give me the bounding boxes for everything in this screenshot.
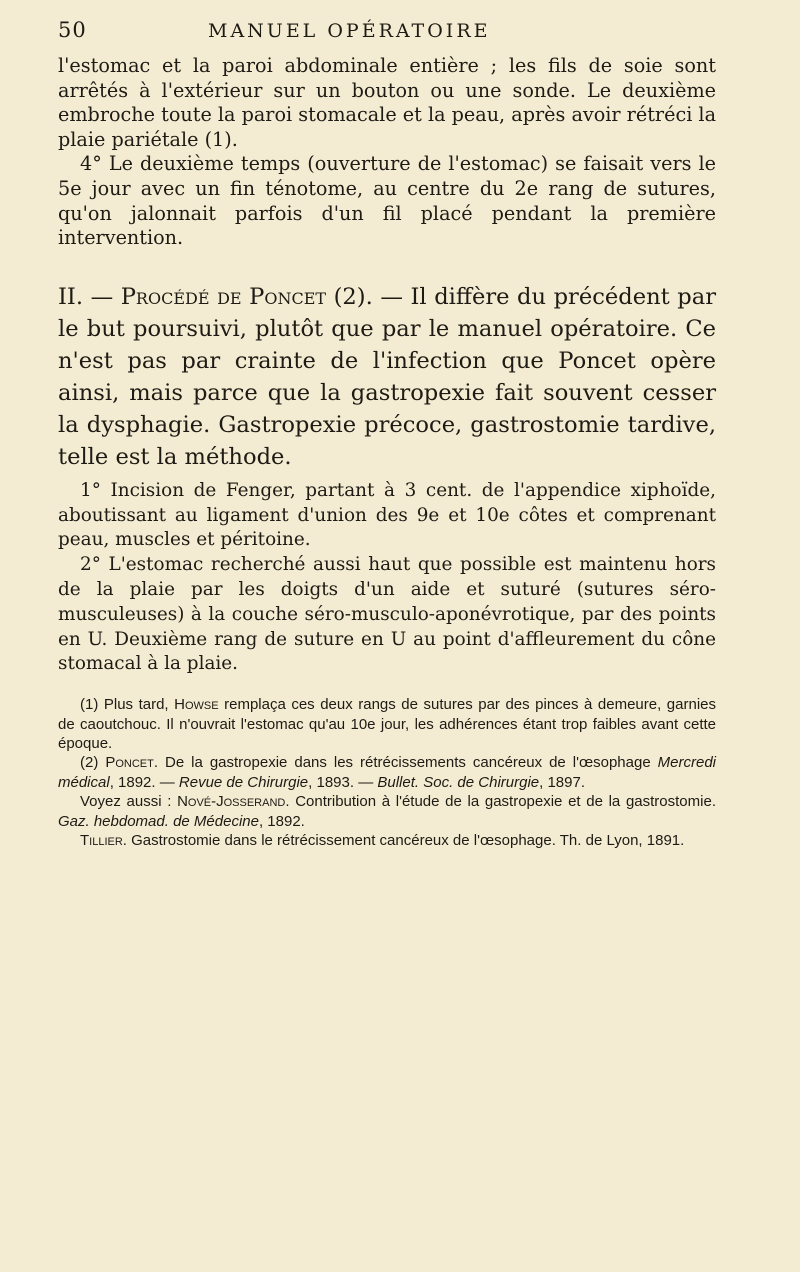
journal-mercredi-medical: Mercredi médical	[58, 754, 717, 791]
paragraph-step-4: 4° Le deuxième temps (ouverture de l'estomac) se faisait vers le 5e jour avec un fin ténotome, au centre du 2e rang de sutures, qu'on jalonnait parfois d'un fil placé pendant la première intervention.	[58, 152, 716, 250]
step-1-incision: 1° Incision de Fenger, partant à 3 cent. de l'appendice xiphoïde, aboutissant au ligament d'union des 9e et 10e côtes et comprenant peau, muscles et péritoine.	[58, 479, 716, 551]
running-head: MANUEL OPÉRATOIRE	[208, 20, 491, 42]
footnotes	[58, 695, 716, 850]
author-tillier: Tillier	[80, 831, 123, 849]
section-text: — Il diffère du précédent par le but poursuivi, plutôt que par le manuel opératoire. Ce n'est pas par crainte de l'infection que Poncet opère ainsi, mais parce que la gastropexie fait souvent cesser la dysphagie. Gastropexie précoce, gastrostomie tardive, telle est la méthode.	[58, 283, 717, 470]
footnote-2: (2) Poncet. De la gastropexie dans les rétrécissements cancéreux de l'œsophage Mercredi médical, 1892. — Revue de Chirurgie, 1893. — Bullet. Soc. de Chirurgie, 1897.	[58, 754, 717, 791]
book-page	[58, 18, 716, 850]
footnote-tillier: Tillier. Gastrostomie dans le rétrécissement cancéreux de l'œsophage. Th. de Lyon, 1891.	[80, 831, 685, 849]
page-number: 50	[58, 18, 87, 42]
section-ref: (2).	[326, 283, 373, 310]
journal-revue-chirurgie: Revue de Chirurgie	[178, 773, 309, 791]
section-numeral: II. —	[58, 283, 121, 310]
footnote-1: (1) Plus tard, Howse remplaça ces deux rangs de sutures par des pinces à demeure, garnies de caoutchouc. Il n'ouvrait l'estomac qu'au 10e jour, les adhérences étant trop faibles avant cette époque.	[58, 696, 717, 752]
journal-gaz-hebdomad: Gaz. hebdomad. de Médecine	[58, 812, 259, 830]
footnote-voyez-aussi: Voyez aussi : Nové-Josserand. Contribution à l'étude de la gastropexie et de la gastrostomie. Gaz. hebdomad. de Médecine, 1892.	[58, 793, 716, 830]
step-2-stomach: 2° L'estomac recherché aussi haut que possible est maintenu hors de la plaie par les doigts d'un aide et suturé (sutures séro-musculeuses) à la couche séro-musculo-aponévrotique, par des points en U. Deuxième rang de suture en U au point d'affleurement du cône stomacal à la plaie.	[58, 554, 716, 675]
paragraph-continuation: l'estomac et la paroi abdominale entière ; les fils de soie sont arrêtés à l'extérieur sur un bouton ou une sonde. Le deuxième embroche toute la paroi stomacale et la peau, après avoir rétréci la plaie pariétale (1).	[58, 54, 717, 151]
journal-bullet-soc: Bullet. Soc. de Chirurgie	[377, 773, 540, 791]
author-howse: Howse	[174, 696, 219, 714]
page-header	[58, 18, 716, 54]
author-nove-josserand: Nové-Josserand	[177, 793, 286, 811]
section-title: Procédé de Poncet	[120, 283, 327, 310]
section-poncet	[58, 281, 716, 473]
author-poncet: Poncet	[105, 754, 154, 772]
